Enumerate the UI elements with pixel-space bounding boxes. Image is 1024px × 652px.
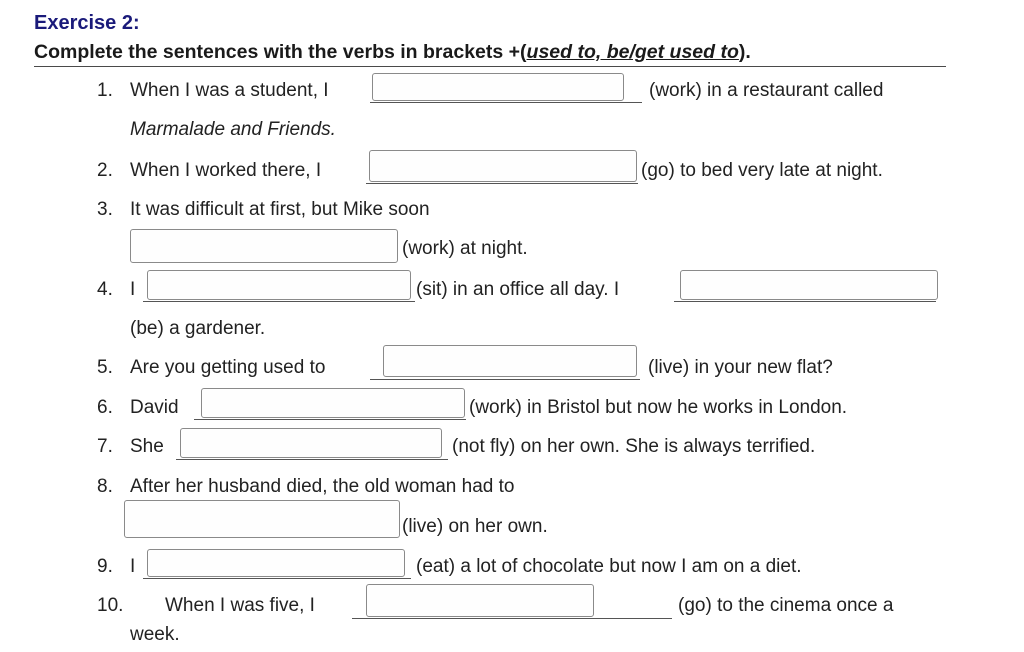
sentence-1-end: (work) in a restaurant called (649, 80, 884, 101)
sentence-5-end: (live) in your new flat? (648, 357, 833, 378)
exercise-instruction (34, 41, 751, 64)
answer-box-5[interactable] (383, 345, 637, 377)
sentence-4-end: (be) a gardener. (130, 318, 266, 339)
sentence-2-start: When I worked there, I (130, 160, 322, 181)
answer-underline-9 (143, 578, 411, 579)
answer-box-6[interactable] (201, 388, 465, 418)
answer-box-2[interactable] (369, 150, 637, 182)
answer-box-4a[interactable] (147, 270, 411, 300)
sentence-9-end: (eat) a lot of chocolate but now I am on a diet. (416, 556, 802, 577)
sentence-10-start: When I was five, I (165, 595, 315, 616)
answer-box-1[interactable] (372, 73, 624, 101)
sentence-2-end: (go) to bed very late at night. (641, 160, 883, 181)
sentence-8-end: (live) on her own. (402, 516, 548, 537)
sentence-1-start: When I was a student, I (130, 80, 329, 101)
sentence-6-end: (work) in Bristol but now he works in London. (469, 397, 848, 418)
sentence-7-start: She (130, 436, 164, 457)
sentence-10-continuation: week. (130, 624, 180, 645)
sentence-4-middle: (sit) in an office all day. I (416, 279, 620, 300)
sentence-3-end: (work) at night. (402, 238, 528, 259)
item-number-2: 2. (97, 160, 113, 181)
sentence-9-start: I (130, 556, 136, 577)
instruction-text: Complete the sentences with the verbs in brackets +( (34, 41, 527, 63)
instruction-end: ). (738, 41, 751, 63)
item-number-9: 9. (97, 556, 113, 577)
sentence-3-start: It was difficult at first, but Mike soon (130, 199, 430, 220)
item-number-10: 10. (97, 595, 124, 616)
item-number-5: 5. (97, 357, 113, 378)
item-number-8: 8. (97, 476, 113, 497)
answer-box-9[interactable] (147, 549, 405, 577)
answer-underline-6 (194, 419, 466, 420)
sentence-1-continuation: Marmalade and Friends. (130, 119, 336, 140)
answer-underline-1 (370, 102, 642, 103)
answer-box-7[interactable] (180, 428, 442, 458)
item-number-7: 7. (97, 436, 113, 457)
sentence-7-end: (not fly) on her own. She is always terrified. (452, 436, 816, 457)
answer-underline-7 (176, 459, 448, 460)
answer-box-8[interactable] (124, 500, 400, 538)
sentence-4-start: I (130, 279, 136, 300)
answer-box-10[interactable] (366, 584, 594, 617)
sentence-8-start: After her husband died, the old woman had to (130, 476, 515, 497)
answer-box-4b[interactable] (680, 270, 938, 300)
item-number-4: 4. (97, 279, 113, 300)
instruction-italic: used to, be/get used to (526, 41, 739, 63)
answer-underline-4b (674, 301, 936, 302)
item-number-1: 1. (97, 80, 113, 101)
exercise-title: Exercise 2: (34, 12, 140, 34)
instruction-underline (34, 66, 946, 67)
answer-underline-10 (352, 618, 672, 619)
answer-underline-4a (143, 301, 415, 302)
item-number-6: 6. (97, 397, 113, 418)
sentence-10-end: (go) to the cinema once a (678, 595, 894, 616)
answer-box-3[interactable] (130, 229, 398, 263)
sentence-6-start: David (130, 397, 179, 418)
sentence-5-start: Are you getting used to (130, 357, 326, 378)
answer-underline-2 (366, 183, 638, 184)
item-number-3: 3. (97, 199, 113, 220)
answer-underline-5 (370, 379, 640, 380)
